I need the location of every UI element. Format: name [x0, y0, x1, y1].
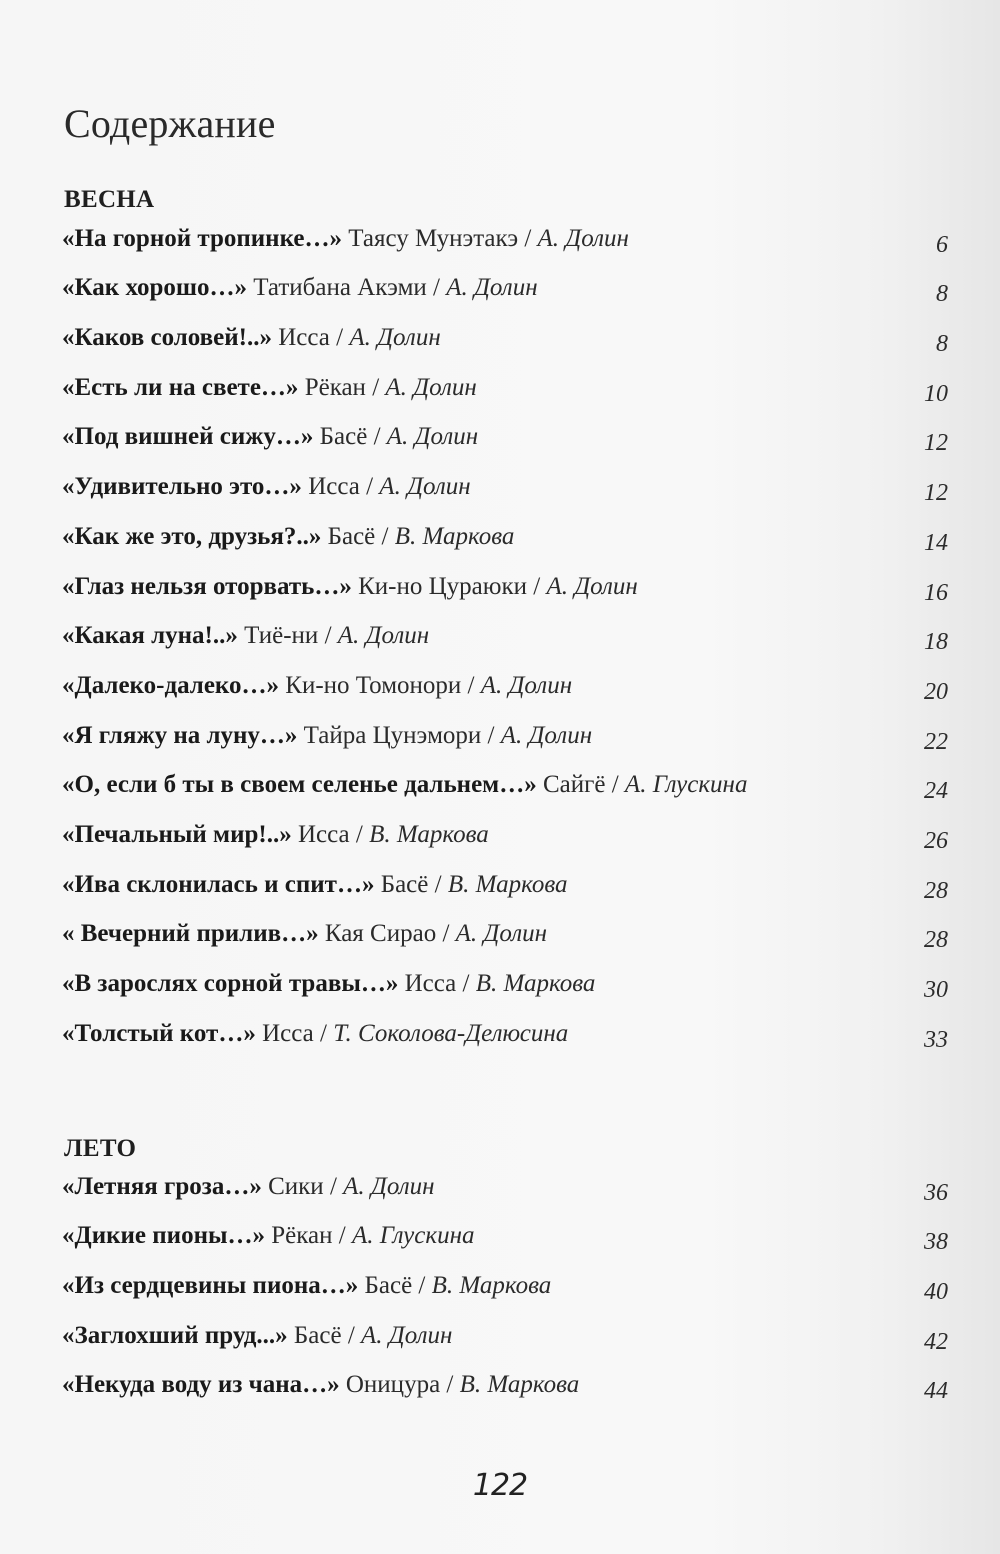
- entry-page-number: 8: [936, 281, 948, 308]
- toc-entry[interactable]: [62, 1371, 948, 1427]
- entry-page-number: 42: [924, 1328, 948, 1355]
- entry-page-number: 22: [924, 728, 948, 755]
- entry-title: «Под вишней сижу…»: [62, 423, 314, 451]
- entry-title: «Глаз нельзя оторвать…»: [62, 572, 352, 600]
- toc-entry[interactable]: [62, 373, 948, 429]
- toc-entry[interactable]: [62, 721, 948, 777]
- toc-entry[interactable]: [62, 1019, 948, 1075]
- entry-separator: /: [434, 870, 442, 898]
- entry-title: «Как хорошо…»: [62, 274, 248, 302]
- toc-entry[interactable]: [62, 771, 948, 827]
- entry-author: Исса: [297, 820, 350, 848]
- entry-title: «Каков соловей!..»: [62, 324, 272, 352]
- toc-list-spring: [62, 224, 948, 1075]
- entry-separator: /: [467, 671, 475, 699]
- entry-page-number: 30: [924, 977, 948, 1003]
- entry-page-number: 12: [924, 430, 948, 457]
- entry-page-number: 20: [924, 678, 948, 705]
- entry-translator: В. Маркова: [459, 1371, 580, 1399]
- toc-list-summer: [62, 1172, 948, 1426]
- entry-separator: /: [366, 473, 374, 501]
- entry-author: Басё: [293, 1321, 342, 1349]
- entry-translator: А. Долин: [546, 572, 638, 600]
- entry-separator: /: [487, 721, 495, 749]
- entry-translator: А. Долин: [379, 473, 471, 501]
- entry-title: «Толстый кот…»: [62, 1019, 256, 1047]
- entry-separator: /: [324, 622, 332, 650]
- entry-title: «Заглохший пруд...»: [62, 1321, 288, 1349]
- entry-author: Басё: [380, 870, 429, 898]
- entry-page-number: 40: [924, 1279, 948, 1306]
- entry-page-number: 26: [924, 827, 948, 854]
- entry-author: Ки-но Цураюки: [358, 572, 527, 600]
- toc-entry[interactable]: [62, 1172, 948, 1228]
- toc-entry[interactable]: [62, 1272, 948, 1327]
- entry-author: Басё: [327, 522, 376, 550]
- toc-entry[interactable]: [62, 920, 948, 976]
- entry-separator: /: [533, 572, 541, 600]
- entry-translator: А. Глускина: [624, 771, 748, 799]
- entry-separator: /: [319, 1019, 327, 1047]
- toc-entry[interactable]: [62, 274, 948, 330]
- toc-entry[interactable]: [62, 820, 948, 876]
- entry-page-number: 38: [924, 1229, 948, 1256]
- entry-title: «Летняя гроза…»: [62, 1172, 262, 1200]
- toc-entry[interactable]: [62, 572, 948, 628]
- entry-page-number: 28: [924, 877, 948, 904]
- entry-translator: А. Долин: [446, 274, 538, 302]
- entry-translator: А. Долин: [385, 373, 477, 401]
- entry-author: Исса: [262, 1019, 314, 1047]
- entry-translator: А. Глускина: [351, 1222, 475, 1250]
- entry-author: Исса: [308, 473, 360, 501]
- entry-title: «Удивительно это…»: [62, 473, 302, 501]
- entry-title: «На горной тропинке…»: [62, 224, 342, 252]
- toc-entry[interactable]: [62, 622, 948, 678]
- entry-translator: В. Маркова: [431, 1272, 552, 1300]
- entry-page-number: 18: [924, 629, 948, 656]
- entry-page-number: 8: [936, 331, 948, 358]
- entry-title: «Ива склонилась и спит…»: [62, 870, 375, 898]
- entry-title: «Я гляжу на луну…»: [62, 721, 298, 749]
- entry-translator: А. Долин: [386, 423, 479, 451]
- toc-entry[interactable]: [62, 324, 948, 379]
- entry-page-number: 16: [924, 579, 948, 606]
- entry-translator: Т. Соколова-Делюсина: [333, 1019, 569, 1047]
- entry-author: Исса: [404, 970, 457, 997]
- entry-separator: /: [338, 1222, 346, 1250]
- entry-separator: /: [418, 1272, 426, 1300]
- toc-entry[interactable]: [62, 1222, 948, 1278]
- entry-translator: В. Маркова: [475, 970, 596, 997]
- entry-author: Таясу Мунэтакэ: [348, 224, 519, 252]
- entry-separator: /: [462, 970, 470, 997]
- entry-author: Сики: [268, 1172, 324, 1200]
- entry-author: Рёкан: [271, 1222, 333, 1250]
- entry-author: Татибана Акэми: [253, 274, 427, 302]
- toc-entry[interactable]: [62, 224, 948, 280]
- toc-entry[interactable]: [62, 473, 948, 528]
- entry-separator: /: [372, 373, 380, 401]
- entry-title: «Как же это, друзья?..»: [62, 522, 322, 550]
- entry-translator: А. Долин: [361, 1321, 453, 1349]
- entry-separator: /: [355, 820, 363, 848]
- entry-separator: /: [336, 324, 344, 352]
- entry-separator: /: [373, 423, 381, 451]
- entry-separator: /: [611, 771, 619, 799]
- entry-author: Басё: [364, 1272, 413, 1300]
- entry-translator: В. Маркова: [369, 820, 489, 848]
- section-heading-summer: ЛЕТО: [64, 1135, 137, 1162]
- entry-separator: /: [381, 522, 389, 550]
- entry-title: «Дикие пионы…»: [62, 1222, 265, 1250]
- entry-page-number: 10: [924, 380, 948, 407]
- entry-separator: /: [446, 1371, 454, 1399]
- entry-page-number: 36: [924, 1179, 948, 1206]
- entry-page-number: 6: [936, 231, 948, 258]
- entry-author: Сайгё: [542, 771, 606, 799]
- toc-entry[interactable]: [62, 423, 948, 479]
- toc-entry[interactable]: [62, 870, 948, 926]
- entry-title: «Есть ли на свете…»: [62, 373, 299, 401]
- entry-translator: А. Долин: [500, 721, 593, 749]
- entry-title: «О, если б ты в своем селенье дальнем…»: [62, 771, 537, 799]
- entry-page-number: 24: [924, 778, 948, 805]
- section-heading-spring: ВЕСНА: [64, 186, 155, 213]
- entry-title: «Далеко-далеко…»: [62, 671, 280, 699]
- toc-entry[interactable]: [62, 671, 948, 727]
- toc-entry[interactable]: [62, 1321, 948, 1377]
- entry-title: «В зарослях сорной травы…»: [62, 970, 399, 997]
- entry-translator: А. Долин: [455, 920, 548, 948]
- toc-entry[interactable]: [62, 970, 948, 1025]
- entry-title: «Какая луна!..»: [62, 622, 238, 650]
- entry-translator: А. Долин: [349, 324, 441, 352]
- entry-author: Оницура: [345, 1371, 441, 1399]
- entry-separator: /: [524, 224, 532, 252]
- entry-author: Кая Сирао: [324, 920, 437, 948]
- entry-translator: А. Долин: [537, 224, 629, 252]
- entry-author: Рёкан: [304, 373, 366, 401]
- entry-separator: /: [433, 274, 440, 302]
- entry-page-number: 44: [924, 1378, 948, 1405]
- entry-author: Тайра Цунэмори: [303, 721, 482, 749]
- entry-separator: /: [442, 920, 450, 948]
- entry-author: Басё: [319, 423, 368, 451]
- page-title: Содержание: [64, 101, 276, 146]
- entry-translator: А. Долин: [337, 622, 430, 650]
- entry-author: Исса: [278, 324, 330, 352]
- entry-title: «Некуда воду из чана…»: [62, 1371, 340, 1399]
- toc-entry[interactable]: [62, 522, 948, 578]
- page-number-handwritten: 122: [472, 1468, 528, 1503]
- entry-title: «Из сердцевины пиона…»: [62, 1272, 359, 1300]
- entry-separator: /: [347, 1321, 355, 1349]
- entry-translator: В. Маркова: [394, 522, 515, 550]
- entry-translator: А. Долин: [343, 1172, 435, 1200]
- entry-author: Ки-но Томонори: [285, 671, 462, 699]
- entry-page-number: 14: [924, 529, 948, 556]
- entry-page-number: 12: [924, 480, 948, 507]
- entry-page-number: 28: [924, 927, 948, 954]
- entry-translator: В. Маркова: [447, 870, 568, 898]
- entry-author: Тиё-ни: [244, 622, 319, 650]
- entry-title: « Вечерний прилив…»: [62, 920, 319, 948]
- entry-translator: А. Долин: [480, 671, 573, 699]
- entry-separator: /: [329, 1172, 337, 1200]
- entry-page-number: 33: [924, 1026, 948, 1053]
- entry-title: «Печальный мир!..»: [62, 820, 292, 848]
